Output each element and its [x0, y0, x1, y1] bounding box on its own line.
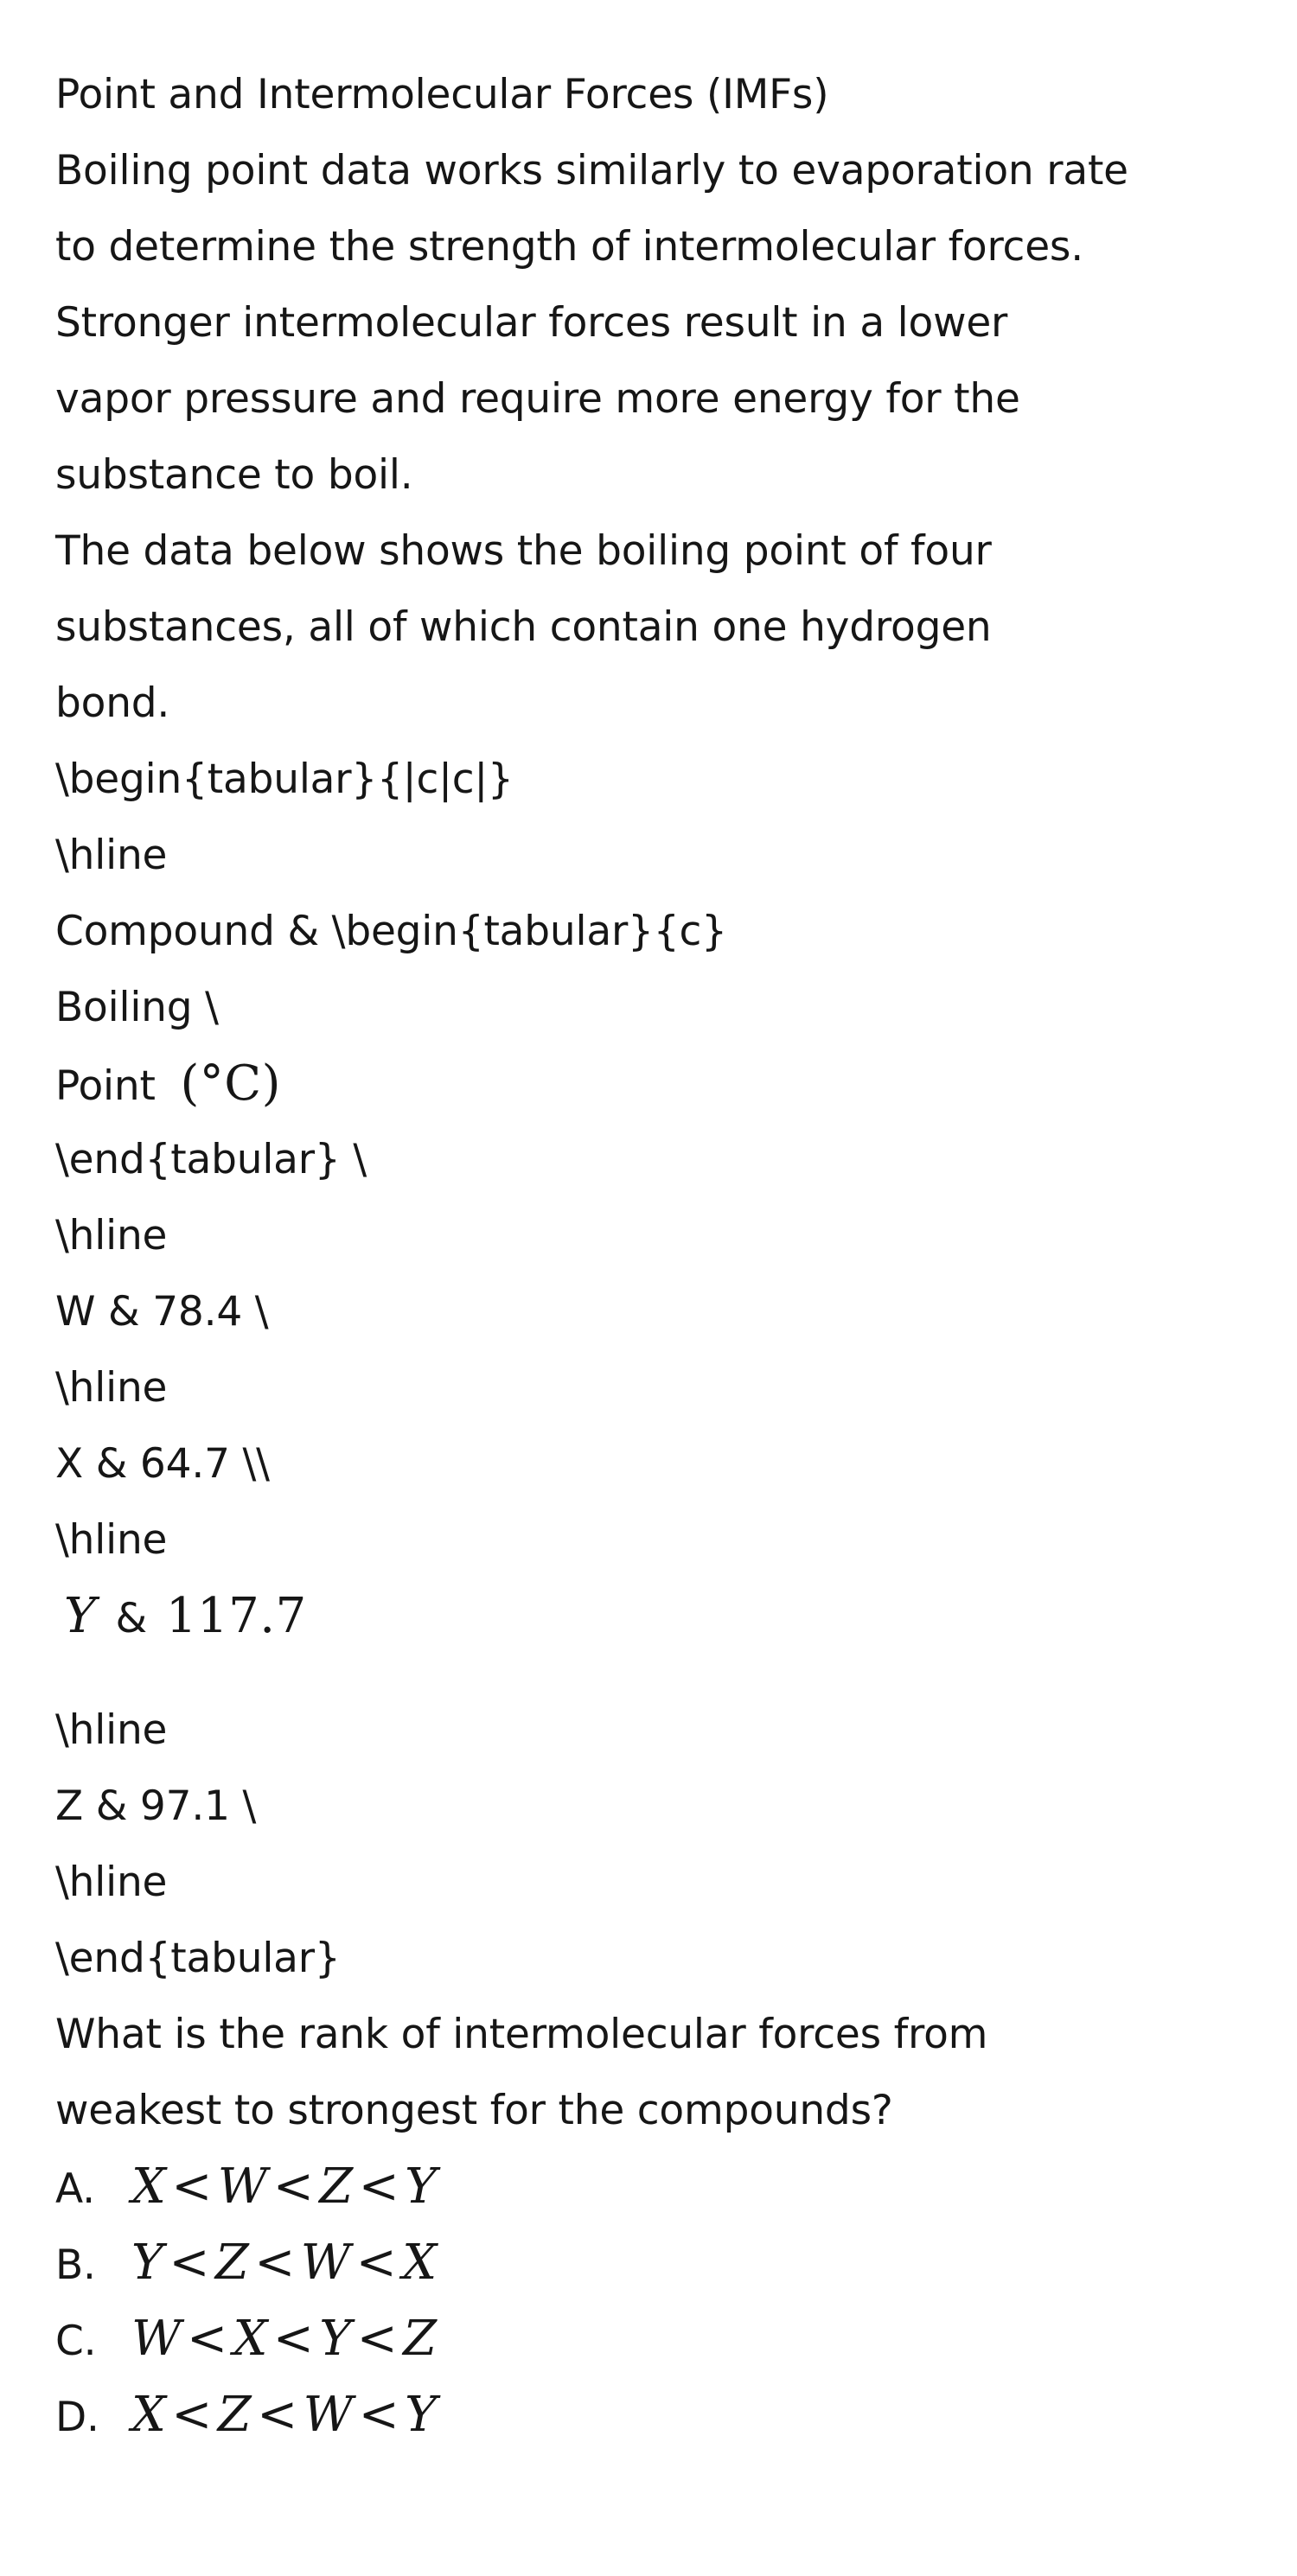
- text-line: Stronger intermolecular forces result in a lower: [55, 299, 1008, 347]
- latex-line: Boiling \: [55, 984, 219, 1031]
- y-value: 117.7: [165, 1588, 307, 1644]
- text-line: Boiling point data works similarly to evaporation rate: [55, 147, 1128, 194]
- latex-line: \end{tabular} \: [55, 1136, 367, 1183]
- option-b[interactable]: [55, 2225, 1249, 2301]
- latex-line: \hline: [55, 832, 168, 879]
- answer-options: [55, 2149, 1249, 2453]
- y-variable: Y: [64, 1588, 97, 1644]
- latex-line: \hline: [55, 1859, 168, 1906]
- option-d[interactable]: [55, 2377, 1249, 2453]
- latex-line: Compound & \begin{tabular}{c}: [55, 908, 727, 955]
- text-line: vapor pressure and require more energy for the: [55, 375, 1020, 423]
- table-row-w: W & 78.4 \: [55, 1288, 269, 1336]
- heading-line: Point and Intermolecular Forces (IMFs): [55, 71, 829, 118]
- option-expression: W < X < Y < Z: [131, 2311, 438, 2367]
- question-line: What is the rank of intermolecular forces from: [55, 2011, 988, 2058]
- text-line: The data below shows the boiling point of four: [55, 527, 992, 575]
- latex-line: \hline: [55, 1364, 168, 1412]
- document-body: [55, 57, 1249, 2453]
- table-row-x: X & 64.7 \\: [55, 1440, 270, 1488]
- option-expression: Y < Z < W < X: [131, 2235, 438, 2291]
- option-a[interactable]: [55, 2149, 1249, 2225]
- text-line: bond.: [55, 679, 170, 727]
- option-expression: X < Z < W < Y: [131, 2387, 438, 2443]
- option-expression: X < W < Z < Y: [131, 2158, 438, 2215]
- point-label: Point: [55, 1062, 156, 1110]
- latex-line-point-unit: [55, 1046, 1249, 1122]
- option-letter: A.: [55, 2165, 95, 2213]
- table-row-z: Z & 97.1 \: [55, 1782, 257, 1830]
- option-letter: B.: [55, 2241, 96, 2289]
- text-line: substances, all of which contain one hydrogen: [55, 603, 992, 651]
- spacer: [55, 1655, 1249, 1693]
- option-letter: D.: [55, 2394, 99, 2441]
- celsius-unit: (°C): [180, 1055, 281, 1112]
- text-line: substance to boil.: [55, 451, 413, 499]
- latex-line: \hline: [55, 1706, 168, 1754]
- latex-line: \end{tabular}: [55, 1935, 341, 1982]
- table-row-y: [55, 1578, 1249, 1655]
- ampersand: &: [115, 1595, 147, 1642]
- latex-line: \hline: [55, 1516, 168, 1564]
- text-line: to determine the strength of intermolecular forces.: [55, 223, 1083, 271]
- option-letter: C.: [55, 2318, 97, 2365]
- latex-line: \begin{tabular}{|c|c|}: [55, 756, 514, 803]
- latex-line: \hline: [55, 1212, 168, 1259]
- question-line: weakest to strongest for the compounds?: [55, 2087, 893, 2134]
- option-c[interactable]: [55, 2301, 1249, 2377]
